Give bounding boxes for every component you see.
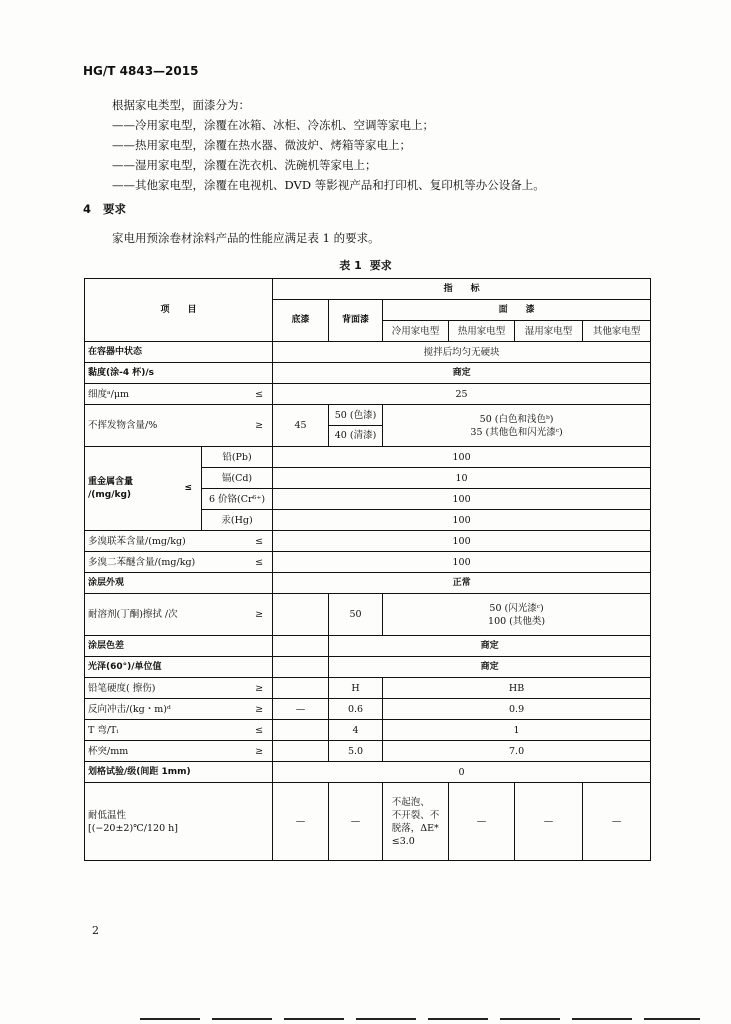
back-coat-value: — xyxy=(329,783,383,861)
primer-value xyxy=(273,720,329,741)
indicator-header: 指 标 xyxy=(273,279,651,300)
wet-type-value: — xyxy=(515,783,583,861)
limit-symbol: ≥ xyxy=(255,745,264,757)
row-label: 涂层色差 xyxy=(85,636,273,657)
primer-value xyxy=(273,636,329,657)
limit-symbol: ≤ xyxy=(184,483,192,493)
row-label xyxy=(85,720,273,741)
topcoat-header: 面 漆 xyxy=(383,300,651,321)
value-line: 35 (其他色和闪光漆ᶜ) xyxy=(470,426,563,438)
item-name: 杯突/mm xyxy=(88,745,129,757)
primer-value: — xyxy=(273,699,329,720)
intro-item: ——热用家电型，涂覆在热水器、微波炉、烤箱等家电上； xyxy=(112,138,411,152)
table-row xyxy=(85,531,651,552)
section-number: 4 xyxy=(83,202,92,216)
cold-type-value xyxy=(383,783,449,861)
limit-symbol: ≤ xyxy=(255,535,264,547)
row-value: 100 xyxy=(273,552,651,573)
limit-symbol: ≥ xyxy=(255,682,264,694)
primer-value xyxy=(273,741,329,762)
table-row xyxy=(85,594,651,636)
topcoat-value xyxy=(383,405,651,447)
table-row xyxy=(85,447,651,468)
back-coat-header: 背面漆 xyxy=(329,300,383,342)
table-caption xyxy=(0,257,731,273)
value-line: 50 (色漆) xyxy=(329,406,382,426)
primer-value xyxy=(273,594,329,636)
topcoat-value: 0.9 xyxy=(383,699,651,720)
item-condition: [(−20±2)℃/120 h] xyxy=(88,822,178,834)
row-label: 在容器中状态 xyxy=(85,342,273,363)
item-name: 反向冲击/(kg・m)ᵈ xyxy=(88,703,171,715)
row-value: 商定 xyxy=(273,363,651,384)
section-title: 要求 xyxy=(103,202,127,216)
primer-value xyxy=(273,657,329,678)
row-value: 100 xyxy=(273,531,651,552)
row-label: 划格试验/级(间距 1mm) xyxy=(85,762,273,783)
section-heading xyxy=(83,201,126,217)
topcoat-value: 1 xyxy=(383,720,651,741)
row-value: 100 xyxy=(273,510,651,531)
row-label xyxy=(85,552,273,573)
row-label xyxy=(85,699,273,720)
table-row xyxy=(85,741,651,762)
value-line: 40 (清漆) xyxy=(334,430,377,441)
row-label xyxy=(85,384,273,405)
row-label xyxy=(85,678,273,699)
row-label: 黏度(涂-4 杯)/s xyxy=(85,363,273,384)
heavy-metal-label xyxy=(85,447,202,531)
row-value: 搅拌后均匀无硬块 xyxy=(273,342,651,363)
metal-label: 铅(Pb) xyxy=(202,447,273,468)
table-row xyxy=(85,720,651,741)
item-name: 多溴二苯醚含量/(mg/kg) xyxy=(88,556,196,568)
back-coat-value: 0.6 xyxy=(329,699,383,720)
primer-value xyxy=(273,678,329,699)
item-name: 耐溶剂(丁酮)擦拭 /次 xyxy=(88,609,178,620)
table-row xyxy=(85,552,651,573)
other-type-value: — xyxy=(583,783,651,861)
requirement-text: 家电用预涂卷材涂料产品的性能应满足表 1 的要求。 xyxy=(112,231,380,245)
row-value: 商定 xyxy=(329,657,651,678)
row-label xyxy=(85,594,273,636)
limit-symbol: ≤ xyxy=(255,388,264,400)
limit-symbol: ≤ xyxy=(255,724,264,736)
value-line: ≤3.0 xyxy=(391,835,415,847)
table-title: 要求 xyxy=(369,259,392,272)
other-type-header: 其他家电型 xyxy=(583,321,651,342)
table-row xyxy=(85,699,651,720)
row-value: 商定 xyxy=(329,636,651,657)
table-row xyxy=(85,636,651,657)
primer-value: 45 xyxy=(273,405,329,447)
wet-type-header: 湿用家电型 xyxy=(515,321,583,342)
item-name: 重金属含量 xyxy=(88,476,134,487)
intro-item: ——其他家电型，涂覆在电视机、DVD 等影视产品和打印机、复印机等办公设备上。 xyxy=(112,178,545,192)
intro-lead: 根据家电类型，面漆分为： xyxy=(112,98,250,112)
table-row xyxy=(85,573,651,594)
value-line: 脱落，ΔE* xyxy=(391,822,439,834)
row-label xyxy=(85,741,273,762)
table-row xyxy=(85,762,651,783)
table-row xyxy=(85,405,651,447)
back-coat-value: 50 xyxy=(329,594,383,636)
back-coat-value xyxy=(329,405,383,447)
back-coat-value: H xyxy=(329,678,383,699)
cold-type-header: 冷用家电型 xyxy=(383,321,449,342)
header-row xyxy=(85,279,651,300)
table-row xyxy=(85,342,651,363)
item-name: 耐低温性 xyxy=(88,809,127,821)
intro-paragraph xyxy=(112,95,545,195)
table-row xyxy=(85,783,651,861)
row-value: 100 xyxy=(273,489,651,510)
value-line: 不起泡、 xyxy=(391,796,430,808)
row-label: 涂层外观 xyxy=(85,573,273,594)
row-label xyxy=(85,405,273,447)
metal-label: 汞(Hg) xyxy=(202,510,273,531)
value-line: 50 (白色和浅色ᵇ) xyxy=(479,413,554,425)
back-coat-value: 4 xyxy=(329,720,383,741)
metal-label: 镉(Cd) xyxy=(202,468,273,489)
value-line: 50 (闪光漆ᶜ) xyxy=(489,602,544,614)
item-unit: /(mg/kg) xyxy=(88,489,132,500)
row-value: 0 xyxy=(273,762,651,783)
scan-edge-rule xyxy=(140,1018,700,1020)
item-name: T 弯/Tᵢ xyxy=(88,724,119,736)
back-coat-value: 5.0 xyxy=(329,741,383,762)
item-header: 项 目 xyxy=(85,279,273,342)
table-row xyxy=(85,363,651,384)
value-line: 不开裂、不 xyxy=(391,809,440,821)
item-name: 细度ᵃ/μm xyxy=(88,388,130,400)
item-name: 铅笔硬度( 擦伤) xyxy=(88,682,156,694)
limit-symbol: ≥ xyxy=(255,703,264,715)
primer-value: — xyxy=(273,783,329,861)
value-line: 100 (其他类) xyxy=(488,615,546,627)
standard-code: HG/T 4843—2015 xyxy=(83,64,199,78)
requirements-table xyxy=(84,278,651,861)
topcoat-value: HB xyxy=(383,678,651,699)
limit-symbol: ≤ xyxy=(255,556,264,568)
row-value: 100 xyxy=(273,447,651,468)
row-value: 25 xyxy=(273,384,651,405)
intro-item: ——冷用家电型，涂覆在冰箱、冰柜、冷冻机、空调等家电上； xyxy=(112,118,434,132)
page-number: 2 xyxy=(92,924,99,937)
table-number: 表 1 xyxy=(339,259,362,272)
topcoat-value xyxy=(383,594,651,636)
table-row xyxy=(85,678,651,699)
row-value: 10 xyxy=(273,468,651,489)
topcoat-value: 7.0 xyxy=(383,741,651,762)
item-name: 不挥发物含量/% xyxy=(88,420,158,431)
row-label xyxy=(85,783,273,861)
hot-type-header: 热用家电型 xyxy=(449,321,515,342)
table-row xyxy=(85,657,651,678)
limit-symbol: ≥ xyxy=(255,609,264,620)
row-label xyxy=(85,531,273,552)
row-label: 光泽(60°)/单位值 xyxy=(85,657,273,678)
intro-item: ——湿用家电型，涂覆在洗衣机、洗碗机等家电上； xyxy=(112,158,377,172)
metal-label: 6 价铬(Cr⁶⁺) xyxy=(202,489,273,510)
primer-header: 底漆 xyxy=(273,300,329,342)
limit-symbol: ≥ xyxy=(255,420,264,431)
row-value: 正常 xyxy=(273,573,651,594)
item-name: 多溴联苯含量/(mg/kg) xyxy=(88,535,186,547)
table-row xyxy=(85,384,651,405)
hot-type-value: — xyxy=(449,783,515,861)
